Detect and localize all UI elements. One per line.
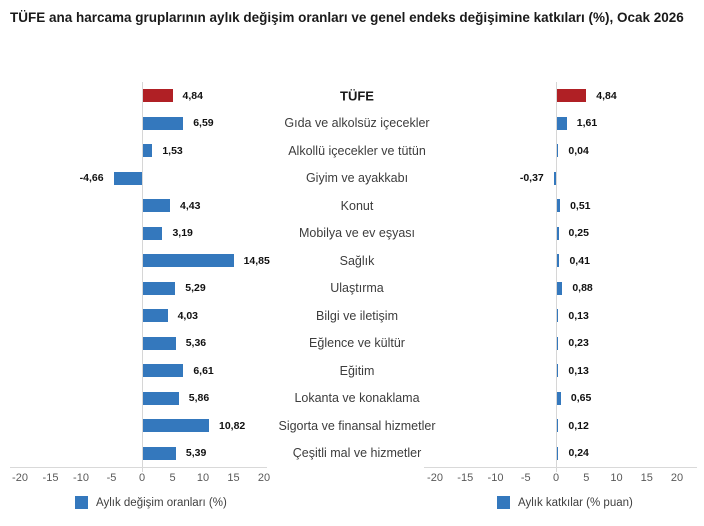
bar bbox=[143, 447, 176, 460]
category-label: Bilgi ve iletişim bbox=[316, 308, 398, 323]
bar-value-label: 0,23 bbox=[568, 337, 589, 350]
bar-value-label: 0,51 bbox=[570, 199, 591, 212]
bar-value-label: 4,03 bbox=[177, 309, 199, 322]
bar bbox=[143, 392, 179, 405]
total-bar bbox=[557, 89, 586, 102]
bar-value-label: 0,88 bbox=[572, 282, 593, 295]
bar bbox=[557, 254, 559, 267]
category-label: Eğitim bbox=[339, 363, 375, 378]
category-label: Çeşitli mal ve hizmetler bbox=[292, 446, 422, 461]
bar-value-label: 5,86 bbox=[188, 392, 210, 405]
bar-value-label: 1,53 bbox=[162, 144, 183, 157]
bar bbox=[143, 337, 176, 350]
legend-swatch-blue bbox=[75, 496, 88, 509]
axis-tick-label: 0 bbox=[552, 472, 560, 484]
bar-value-label: 0,12 bbox=[568, 419, 589, 432]
axis-tick-label: 20 bbox=[257, 472, 271, 484]
bar-value-label: 5,36 bbox=[185, 337, 207, 350]
bar bbox=[557, 309, 558, 322]
axis-tick-label: 15 bbox=[640, 472, 653, 484]
bar bbox=[143, 144, 152, 157]
bar bbox=[557, 117, 567, 130]
legend-right-label: Aylık katkılar (% puan) bbox=[518, 496, 633, 509]
category-label: Ulaştırma bbox=[330, 281, 384, 296]
bar-value-label: 5,29 bbox=[185, 282, 206, 295]
bar-value-label: 6,61 bbox=[193, 364, 214, 377]
bar bbox=[143, 227, 162, 240]
bar-value-label: 0,25 bbox=[568, 227, 589, 240]
category-label: Alkollü içecekler ve tütün bbox=[288, 143, 426, 158]
x-axis-line bbox=[10, 467, 267, 468]
bar bbox=[143, 364, 183, 377]
bar bbox=[557, 364, 558, 377]
total-bar bbox=[143, 89, 173, 102]
category-label: Eğlence ve kültür bbox=[309, 336, 405, 351]
axis-tick-label: 0 bbox=[138, 472, 146, 484]
bar-value-label: 0,13 bbox=[568, 364, 589, 377]
bar bbox=[114, 172, 142, 185]
bar-value-label: 0,41 bbox=[569, 254, 590, 267]
axis-tick-label: -10 bbox=[73, 472, 89, 484]
zero-axis-line bbox=[142, 82, 143, 472]
x-axis-line bbox=[424, 467, 697, 468]
category-label: Konut bbox=[340, 198, 374, 213]
bar bbox=[557, 337, 558, 350]
bar-value-label: 3,19 bbox=[172, 227, 193, 240]
zero-axis-line bbox=[556, 82, 557, 472]
bar-value-label: -4,66 bbox=[79, 172, 104, 185]
bar-value-label: 0,24 bbox=[568, 447, 589, 460]
bar-value-label: 6,59 bbox=[193, 117, 214, 130]
axis-tick-label: -5 bbox=[106, 472, 117, 484]
page-title: TÜFE ana harcama gruplarının aylık değişim oranları ve genel endeks değişimine katkıları (%), Ocak 2026 bbox=[10, 10, 684, 25]
legend-right bbox=[497, 496, 633, 509]
bar bbox=[557, 227, 559, 240]
category-label: Gıda ve alkolsüz içecekler bbox=[284, 116, 430, 131]
bar-value-label: 0,65 bbox=[570, 392, 592, 405]
axis-tick-label: -20 bbox=[427, 472, 443, 484]
legend-left-label: Aylık değişim oranları (%) bbox=[96, 496, 227, 509]
bar bbox=[557, 199, 560, 212]
axis-tick-label: 15 bbox=[227, 472, 240, 484]
axis-tick-label: 5 bbox=[169, 472, 176, 484]
bar bbox=[143, 282, 175, 295]
bar bbox=[557, 419, 558, 432]
axis-tick-label: 10 bbox=[610, 472, 623, 484]
category-label: Sağlık bbox=[339, 253, 375, 268]
bar bbox=[143, 254, 234, 267]
axis-tick-label: -5 bbox=[520, 472, 531, 484]
axis-tick-label: 20 bbox=[670, 472, 684, 484]
axis-tick-label: -20 bbox=[12, 472, 28, 484]
bar bbox=[143, 199, 170, 212]
bar-value-label: 4,84 bbox=[596, 89, 617, 102]
bar-value-label: 1,61 bbox=[576, 117, 598, 130]
bar-value-label: 0,04 bbox=[568, 144, 589, 157]
bar-value-label: 5,39 bbox=[185, 447, 207, 460]
category-label: Sigorta ve finansal hizmetler bbox=[278, 418, 436, 433]
axis-tick-label: 5 bbox=[583, 472, 590, 484]
bar-value-label: 4,84 bbox=[182, 89, 203, 102]
bar-value-label: 0,13 bbox=[568, 309, 589, 322]
category-label: TÜFE bbox=[340, 88, 374, 104]
axis-tick-label: -10 bbox=[487, 472, 504, 484]
bar bbox=[143, 419, 209, 432]
bar bbox=[557, 144, 558, 157]
axis-tick-label: -15 bbox=[457, 472, 474, 484]
category-label: Mobilya ve ev eşyası bbox=[298, 226, 416, 241]
bar-value-label: 10,82 bbox=[219, 419, 246, 432]
bar-value-label: 4,43 bbox=[180, 199, 201, 212]
bar bbox=[557, 392, 561, 405]
bar-value-label: 14,85 bbox=[243, 254, 270, 267]
category-label: Giyim ve ayakkabı bbox=[305, 171, 409, 186]
bar-value-label: -0,37 bbox=[519, 172, 544, 185]
bar bbox=[143, 309, 168, 322]
legend-left bbox=[75, 496, 227, 509]
axis-tick-label: -15 bbox=[42, 472, 59, 484]
bar bbox=[557, 282, 562, 295]
axis-tick-label: 10 bbox=[196, 472, 210, 484]
bar bbox=[143, 117, 183, 130]
legend-swatch-blue bbox=[497, 496, 510, 509]
category-label: Lokanta ve konaklama bbox=[294, 391, 420, 406]
bar bbox=[554, 172, 556, 185]
bar bbox=[557, 447, 558, 460]
